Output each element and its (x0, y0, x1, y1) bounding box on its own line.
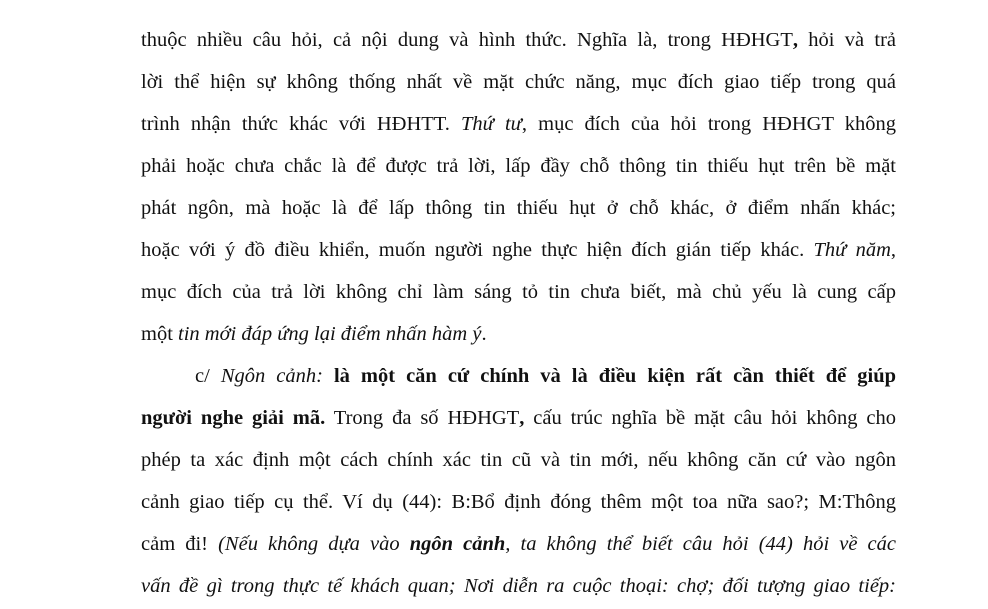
text-run: Ngôn cảnh: (220, 365, 323, 387)
text-run: , (792, 29, 799, 51)
text-line (141, 63, 896, 105)
text-run: cảm đi! (141, 533, 219, 555)
text-run: trình nhận thức khác với HĐHTT. (141, 113, 462, 135)
text-run: cảnh giao tiếp cụ thể. Ví dụ (44): B:Bổ định đóng thêm một toa nữa sao?; M:Thông (141, 491, 896, 513)
text-run: (Nếu không dựa vào (218, 533, 410, 555)
text-line (141, 483, 896, 525)
text-line (141, 567, 896, 609)
text-run: vấn đề gì trong thực tế khách quan; Nơi diễn ra cuộc thoại: chợ; đối tượng giao tiếp: (141, 575, 896, 597)
text-line (141, 273, 896, 315)
text-run (323, 365, 334, 387)
text-run: là một căn cứ chính và là điều kiện rất cần thiết để giúp (333, 365, 897, 387)
text-line (141, 441, 896, 483)
text-run: phát ngôn, mà hoặc là để lấp thông tin thiếu hụt ở chỗ khác, ở điểm nhấn khác; (141, 197, 896, 219)
text-line (141, 525, 896, 567)
text-line (141, 399, 896, 441)
text-run: hoặc với ý đồ điều khiển, muốn người nghe thực hiện đích gián tiếp khác. (141, 239, 814, 261)
text-run: một (141, 323, 179, 345)
text-run: người nghe giải mã. (141, 407, 326, 429)
text-run: hỏi và trả (798, 29, 896, 51)
document-body (141, 21, 896, 609)
text-run: thuộc nhiều câu hỏi, cả nội dung và hình thức. Nghĩa là, trong HĐHGT (141, 29, 793, 51)
text-line (141, 357, 896, 399)
text-line (141, 231, 896, 273)
text-run: lời thể hiện sự không thống nhất về mặt chức năng, mục đích giao tiếp trong quá (141, 71, 896, 93)
text-line (141, 189, 896, 231)
text-run: Thứ năm (813, 239, 891, 261)
text-run: mục đích của trả lời không chỉ làm sáng tỏ tin chưa biết, mà chủ yếu là cung cấp (141, 281, 896, 303)
text-line (141, 105, 896, 147)
text-run: phép ta xác định một cách chính xác tin cũ và tin mới, nếu không căn cứ vào ngôn (141, 449, 896, 471)
text-run: , (519, 407, 525, 429)
text-run: , ta không thể biết câu hỏi (44) hỏi về các (505, 533, 896, 555)
text-run: tin mới đáp ứng lại điểm nhấn hàm ý (178, 323, 482, 345)
text-run: ngôn cảnh (409, 533, 506, 555)
text-run: c/ (195, 365, 221, 387)
text-line (141, 147, 896, 189)
text-line (141, 21, 896, 63)
text-run: Thứ tư (461, 113, 522, 135)
text-run: phải hoặc chưa chắc là để được trả lời, lấp đầy chỗ thông tin thiếu hụt trên bề mặt (141, 155, 896, 177)
text-run: , mục đích của hỏi trong HĐHGT không (521, 113, 896, 135)
text-run: cấu trúc nghĩa bề mặt câu hỏi không cho (524, 407, 896, 429)
text-line (141, 315, 896, 357)
text-run: . (481, 323, 487, 345)
text-run: , (890, 239, 896, 261)
text-run: Trong đa số HĐHGT (325, 407, 520, 429)
